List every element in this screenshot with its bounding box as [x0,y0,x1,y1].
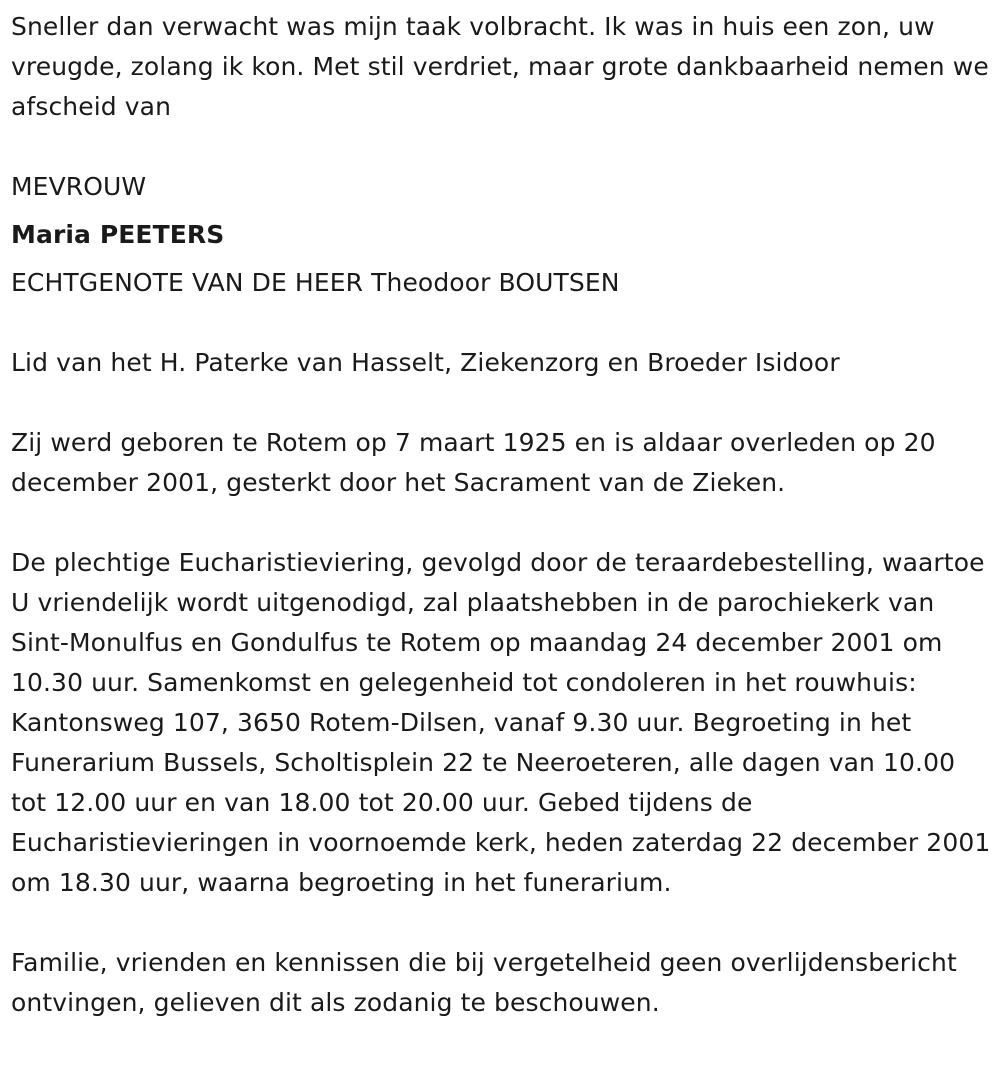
spouse-prefix: ECHTGENOTE VAN DE HEER [11,268,364,297]
deceased-name: Maria PEETERS [11,220,225,249]
obituary-document [11,7,991,1023]
spouse-line [11,263,991,303]
membership-text: Lid van het H. Paterke van Hasselt, Ziekenzorg en Broeder Isidoor [11,348,840,377]
spouse-name: Theodoor BOUTSEN [371,268,620,297]
birth-death-text: Zij werd geboren te Rotem op 7 maart 1925 en is aldaar overleden op 20 december 2001, gesterkt door het Sacrament van de Zieken. [11,428,936,497]
spacer [11,903,991,943]
spacer [11,127,991,167]
closing-text: Familie, vrienden en kennissen die bij vergetelheid geen overlijdensbericht ontvingen, gelieven dit als zodanig te beschouwen. [11,948,957,1017]
spacer [11,303,991,343]
title-prefix: MEVROUW [11,172,147,201]
ceremony-text: De plechtige Eucharistieviering, gevolgd door de teraardebestelling, waartoe U vriendelijk wordt uitgenodigd, zal plaatshebben in de parochiekerk van Sint-Monulfus en Gondulfus te Rotem op maandag 24 december 2001 om 10.30 uur. Samenkomst en gelegenheid tot condoleren in het rouwhuis: Kantonsweg 107, 3650 Rotem-Dilsen, vanaf 9.30 uur. Begroeting in het Funerarium Bussels, Scholtisplein 22 te Neeroeteren, alle dagen van 10.00 tot 12.00 uur en van 18.00 tot 20.00 uur. Gebed tijdens de Eucharistievieringen in voornoemde kerk, heden zaterdag 22 december 2001 om 18.30 uur, waarna begroeting in het funerarium. [11,548,991,897]
spacer [11,383,991,423]
spacer [11,503,991,543]
intro-text: Sneller dan verwacht was mijn taak volbracht. Ik was in huis een zon, uw vreugde, zolang ik kon. Met stil verdriet, maar grote dankbaarheid nemen we afscheid van [11,12,989,121]
